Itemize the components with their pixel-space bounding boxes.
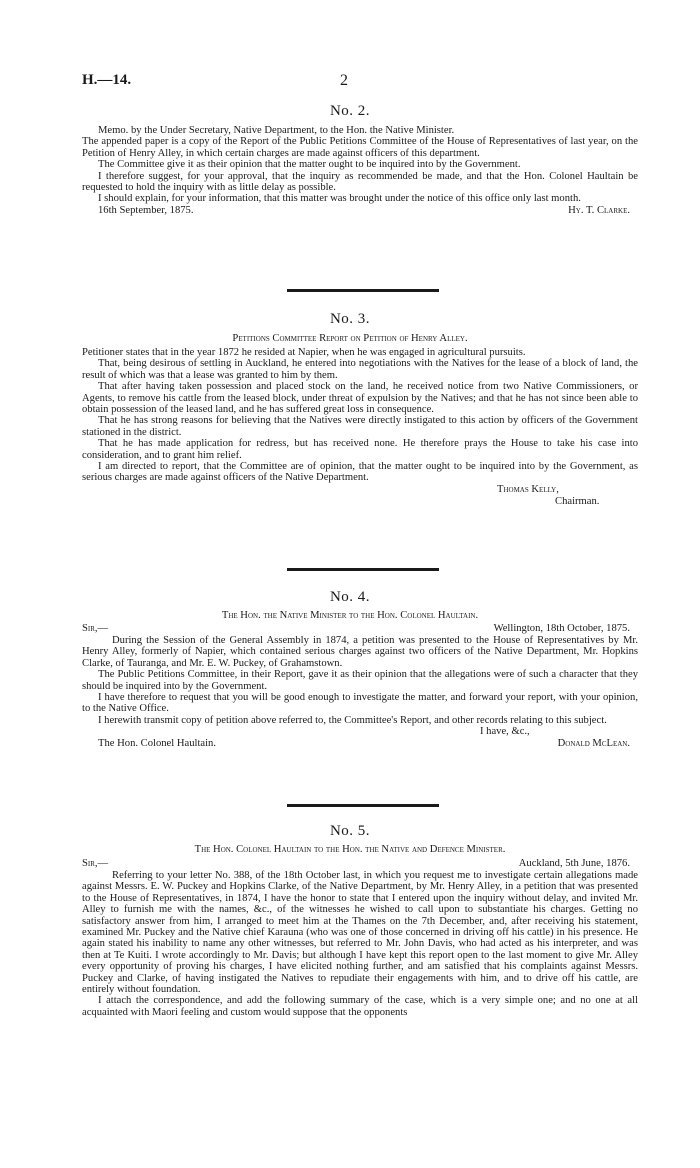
- page-number: 2: [340, 72, 348, 89]
- doc2-heading: No. 2.: [329, 103, 371, 119]
- doc3-signer: Thomas Kelly,: [497, 483, 559, 495]
- doc2-date: 16th September, 1875.: [98, 204, 194, 216]
- doc4-addressee: The Hon. Colonel Haultain.: [98, 738, 216, 750]
- doc4-paragraph-4: I herewith transmit copy of petition above referred to, the Committee's Report, and other records relating to this subject.: [98, 714, 607, 726]
- doc2-memo: Memo. by the Under Secretary, Native Department, to the Hon. the Native Minister.: [98, 125, 455, 136]
- doc4-paragraph-1: During the Session of the General Assembly in 1874, a petition was presented to the House of Representatives by Mr. Henry Alley, formerly of Napier, which contained serious charges against two officers of the Native Department, Mr. Hopkins Clarke, of Tauranga, and Mr. E. W. Puckey, of Grahamstown.: [82, 635, 638, 669]
- doc3-paragraph-6: I am directed to report, that the Committee are of opinion, that the matter ought to be inquired into by the Government, as serious charges are made against officers of the Native Department.: [82, 461, 638, 484]
- doc4-closing: I have, &c.,: [480, 726, 530, 738]
- doc2-paragraph-1: The appended paper is a copy of the Report of the Public Petitions Committee of the House of Representatives of last year, on the Petition of Henry Alley, in which certain charges are made against officers of this department.: [82, 136, 638, 159]
- doc4-salutation-row: [82, 623, 638, 635]
- doc4-signature: Donald McLean.: [557, 738, 630, 750]
- doc3-signer-title: Chairman.: [555, 495, 600, 507]
- doc4-heading: No. 4.: [329, 589, 371, 605]
- doc2-signature: Hy. T. Clarke.: [568, 204, 630, 216]
- section-divider: [287, 289, 439, 292]
- doc3-signer-title-row: [82, 496, 638, 508]
- doc5-paragraph-2: I attach the correspondence, and add the following summary of the case, which is a very simple one; and no one at all acquainted with Maori feeling and custom would suppose that the opponents: [82, 995, 638, 1018]
- doc4-body: [82, 623, 638, 750]
- doc3-paragraph-1: Petitioner states that in the year 1872 he resided at Napier, when he was engaged in agricultural pursuits.: [82, 347, 526, 358]
- doc3-signer-row: [82, 484, 638, 496]
- doc4-salutation: Sir,—: [82, 623, 109, 634]
- doc2-body: [82, 125, 638, 217]
- doc3-paragraph-3: That after having taken possession and placed stock on the land, he received notice from two Native Commissioners, or Agents, to remove his cattle from the leased block, under threat of expulsion by the Natives; and that he has not since been able to obtain possession of the leased land, and he has suffered great loss in consequence.: [82, 381, 638, 416]
- doc5-salutation: Sir,—: [82, 858, 109, 869]
- section-divider: [287, 568, 439, 571]
- doc5-heading: No. 5.: [329, 823, 371, 839]
- doc3-title: Petitions Committee Report on Petition of Henry Alley.: [232, 333, 468, 344]
- doc5-body: [82, 858, 638, 1018]
- doc3-heading: No. 3.: [329, 311, 371, 327]
- doc4-paragraph-2: The Public Petitions Committee, in their Report, gave it as their opinion that the allegations were of such a character that they should be inquired into by the Government.: [82, 669, 638, 692]
- doc5-title: The Hon. Colonel Haultain to the Hon. the Native and Defence Minister.: [194, 844, 506, 855]
- doc4-addressee-row: [82, 738, 638, 750]
- doc4-place-date: Wellington, 18th October, 1875.: [493, 623, 630, 634]
- doc3-paragraph-2: That, being desirous of settling in Auckland, he entered into negotiations with the Natives for the lease of a block of land, the result of which was that a lease was granted to him by them.: [82, 358, 638, 381]
- doc5-place-date: Auckland, 5th June, 1876.: [518, 858, 630, 869]
- doc4-paragraph-3: I have therefore to request that you will be good enough to investigate the matter, and forward your report, with your opinion, to the Native Office.: [82, 692, 638, 715]
- doc2-paragraph-2: The Committee give it as their opinion that the matter ought to be inquired into by the Government.: [98, 159, 521, 171]
- section-divider: [287, 804, 439, 807]
- paper-reference: H.—14.: [82, 72, 132, 88]
- doc3-paragraph-4: That he has strong reasons for believing that the Natives were directly instigated to this action by officers of the Government stationed in the district.: [82, 415, 638, 438]
- doc5-paragraph-1: Referring to your letter No. 388, of the 18th October last, in which you request me to investigate certain allegations made against Messrs. E. W. Puckey and Hopkins Clarke, of the Native Department, by Mr. Henry Alley, in a petition that was presented to the House of Representatives, in 1874, I have the honor to state that I entered upon the inquiry without delay, and invited Mr. Alley to furnish me with the names, &c., of the witnesses he wished to call upon to substantiate his charges. Getting no satisfactory answer from him, I arranged to meet him at the Thames on the 7th December, and, after receiving his statement, examined Mr. Puckey and the Native chief Karauna (who was one of those concerned in driving off his cattle) in his presence. He again stated his inability to name any other witnesses, but referred to Mr. John Davis, who had acted as his interpreter, and was then at Te Kuiti. I wrote accordingly to Mr. Davis; but although I have kept this report open to the last moment to give Mr. Alley every opportunity of proving his charges, I have elicited nothing further, and am satisfied that his complaints against Messrs. Puckey and Clarke, of having instigated the Natives to repudiate their engagements with him, and to drive off his cattle, are entirely without foundation.: [82, 870, 638, 996]
- doc3-paragraph-5: That he has made application for redress, but has received none. He therefore prays the House to take his case into consideration, and to grant him relief.: [82, 438, 638, 461]
- doc3-body: [82, 347, 638, 508]
- doc4-closing-row: [82, 726, 638, 738]
- doc2-paragraph-3: I therefore suggest, for your approval, that the inquiry as recommended be made, and that the Hon. Colonel Haultain be requested to hold the inquiry with as little delay as possible.: [82, 170, 638, 194]
- doc2-date-signature-row: [82, 205, 638, 217]
- doc2-paragraph-4: I should explain, for your information, that this matter was brought under the notice of this office only last month.: [98, 193, 581, 205]
- doc5-salutation-row: [82, 858, 638, 870]
- doc4-title: The Hon. the Native Minister to the Hon. Colonel Haultain.: [221, 610, 479, 621]
- page-header: [82, 72, 640, 92]
